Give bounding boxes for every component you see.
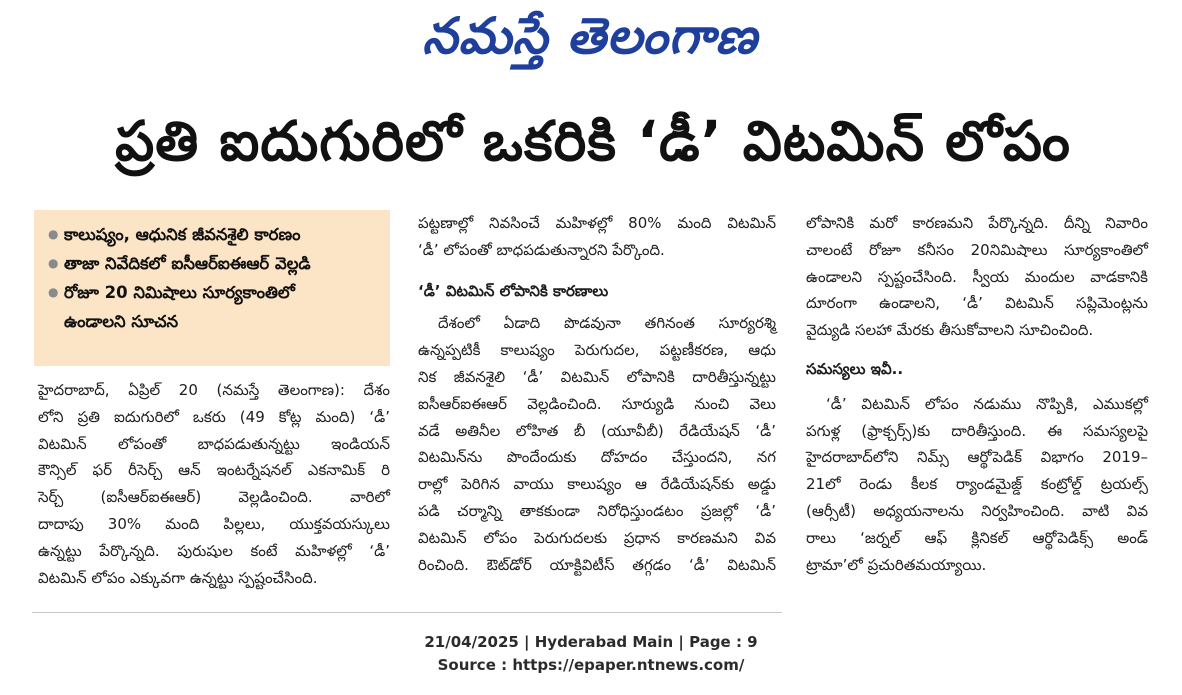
- article-headline: ప్రతి ఐదుగురిలో ఒకరికి ‘డీ’ విటమిన్ లోపం: [115, 109, 1071, 173]
- text-line: ఉన్నట్టు పేర్కొన్నది. పురుషుల కంటే మహిళల్లో ‘డీ’: [38, 541, 390, 560]
- text-line: పట్టణాల్లో నివసించే మహిళల్లో 80% మంది విటమిన్: [418, 214, 776, 232]
- highlight-item: [48, 249, 382, 278]
- text-line: (ఆర్సీటీ) అధ్యయనాలను నిర్వహించింది. వాటి వివ: [806, 501, 1148, 520]
- text-line: ‘డీ’ లోపంతో బాధపడుతున్నారని పేర్కొంది.: [418, 240, 665, 259]
- text-line: ‘డీ’ విటమిన్ లోపం నడుము నొప్పికి, ఎముకల్లో: [826, 394, 1148, 413]
- text-line: విటమిన్ లోపంతో బాధపడుతున్నట్టు ఇండియన్: [38, 434, 390, 453]
- highlights-box: [34, 210, 390, 366]
- text-line: వైద్యుడి సలహా మేరకు తీసుకోవాలని సూచించింది.: [806, 321, 1094, 340]
- highlight-text: రోజూ 20 నిమిషాలు సూర్యకాంతిలో: [64, 283, 295, 302]
- highlight-item: [48, 307, 382, 336]
- text-line: విటమిన్‌ను పొందేందుకు దోహదం చేస్తుందని, నగ: [418, 448, 776, 467]
- masthead-title: నమస్తే తెలంగాణ: [422, 6, 758, 65]
- text-line: దాదాపు 30% మంది పిల్లలు, యుక్తవయస్కులు: [38, 514, 390, 533]
- text-line: రాల్లో పెరిగిన వాయు కాలుష్యం ఆ రేడియేషన్‌కు అడ్డు: [418, 475, 776, 494]
- highlight-item: [48, 278, 382, 307]
- footer-divider: [32, 612, 782, 613]
- spacer: [806, 344, 1148, 356]
- text-line: ట్రామా’లో ప్రచురితమయ్యాయి.: [806, 555, 987, 574]
- text-line: లోపానికి మరో కారణమని పేర్కొన్నది. దీన్ని నివారిం: [806, 214, 1148, 232]
- highlight-text: కాలుష్యం, ఆధునిక జీవనశైలి కారణం: [64, 225, 301, 244]
- highlight-text: తాజా నివేదికలో ఐసీఆర్ఐఈఆర్ వెల్లడి: [64, 254, 311, 273]
- text-line: హైదరాబాద్‌లోని నిమ్స్ ఆర్థోపెడిక్ విభాగం 2019–: [806, 448, 1148, 467]
- text-line: సెర్చ్ (ఐసీఆర్ఐఈఆర్) వెల్లడించింది. వారిలో: [38, 488, 390, 507]
- article-column-3: [806, 210, 1148, 578]
- text-line: నిక జీవనశైలి ‘డీ’ విటమిన్ లోపానికి దారితీస్తున్నట్టు: [418, 367, 776, 386]
- text-line: పడి చర్మాన్ని తాకకుండా నిరోధిస్తుండటం ప్రజల్లో ‘డీ’: [418, 501, 776, 520]
- spacer: [806, 383, 1148, 391]
- text-line: వడే అతినీల లోహిత బీ (యూవీబీ) రేడియేషన్ ‘డీ’: [418, 421, 776, 440]
- article-column-1: [38, 377, 390, 591]
- highlight-item: [48, 220, 382, 249]
- text-line: హైదరాబాద్, ఏప్రిల్ 20 (నమస్తే తెలంగాణ): దేశం: [38, 381, 390, 399]
- spacer: [418, 264, 776, 278]
- highlight-text: ఉండాలని సూచన: [64, 312, 179, 331]
- text-line: విటమిన్ లోపం ఎక్కువగా ఉన్నట్టు స్పష్టంచేసింది.: [38, 568, 318, 587]
- bullet-icon: ●: [48, 285, 59, 299]
- text-line: రాలు ‘జర్నల్ ఆఫ్ క్లినికల్ ఆర్థోపెడిక్స్ అండ్: [806, 528, 1148, 547]
- newspaper-masthead: [385, 8, 795, 76]
- text-line: లోని ప్రతి ఐదుగురిలో ఒకరు (49 కోట్ల మంది) ‘డీ’: [38, 407, 390, 426]
- section-subhead: సమస్యలు ఇవీ..: [806, 359, 904, 378]
- text-line: 21లో రెండు కీలక ర్యాండమైజ్డ్ కంట్రోల్డ్ ట్రయల్స్: [806, 475, 1148, 494]
- text-line: దూరంగా ఉండాలని, ‘డీ’ విటమిన్ సప్లిమెంట్లను: [806, 294, 1148, 313]
- bullet-icon: ●: [48, 256, 59, 270]
- article-column-2: [418, 210, 776, 578]
- text-line: ఐసీఆర్ఐఈఆర్ వెల్లడించింది. సూర్యుడి నుంచి వెలు: [418, 394, 776, 413]
- text-line: పగుళ్ల (ఫ్రాక్చర్స్)కు దారితీస్తుంది. ఈ సమస్యలపై: [806, 421, 1148, 440]
- text-line: రించింది. ఔట్‌డోర్ యాక్టివిటీస్ తగ్గడం ‘డీ’ విటమిన్: [418, 555, 776, 574]
- text-line: దేశంలో ఏడాది పొడవునా తగినంత సూర్యరశ్మి: [438, 314, 776, 333]
- footer-edition-info: 21/04/2025 | Hyderabad Main | Page : 9: [424, 633, 758, 651]
- text-line: కౌన్సిల్ ఫర్ రీసెర్చ్ ఆన్ ఇంటర్నేషనల్ ఎకనామిక్ రి: [38, 461, 390, 480]
- footer-source: Source : https://epaper.ntnews.com/: [437, 656, 745, 674]
- text-line: ఉన్నప్పటికీ కాలుష్యం పెరుగుదల, పట్టణీకరణ, ఆధు: [418, 341, 776, 360]
- bullet-icon: ●: [48, 227, 59, 241]
- text-line: చాలంటే రోజూ కనీసం 20నిమిషాలు సూర్యకాంతిలో: [806, 240, 1148, 259]
- section-subhead: ‘డీ’ విటమిన్ లోపానికి కారణాలు: [418, 281, 609, 300]
- text-line: ఉండాలని స్పష్టంచేసింది. స్వీయ మందుల వాడకానికి: [806, 267, 1148, 286]
- text-line: విటమిన్ లోపం పెరుగుదలకు ప్రధాన కారణమని వివ: [418, 528, 776, 547]
